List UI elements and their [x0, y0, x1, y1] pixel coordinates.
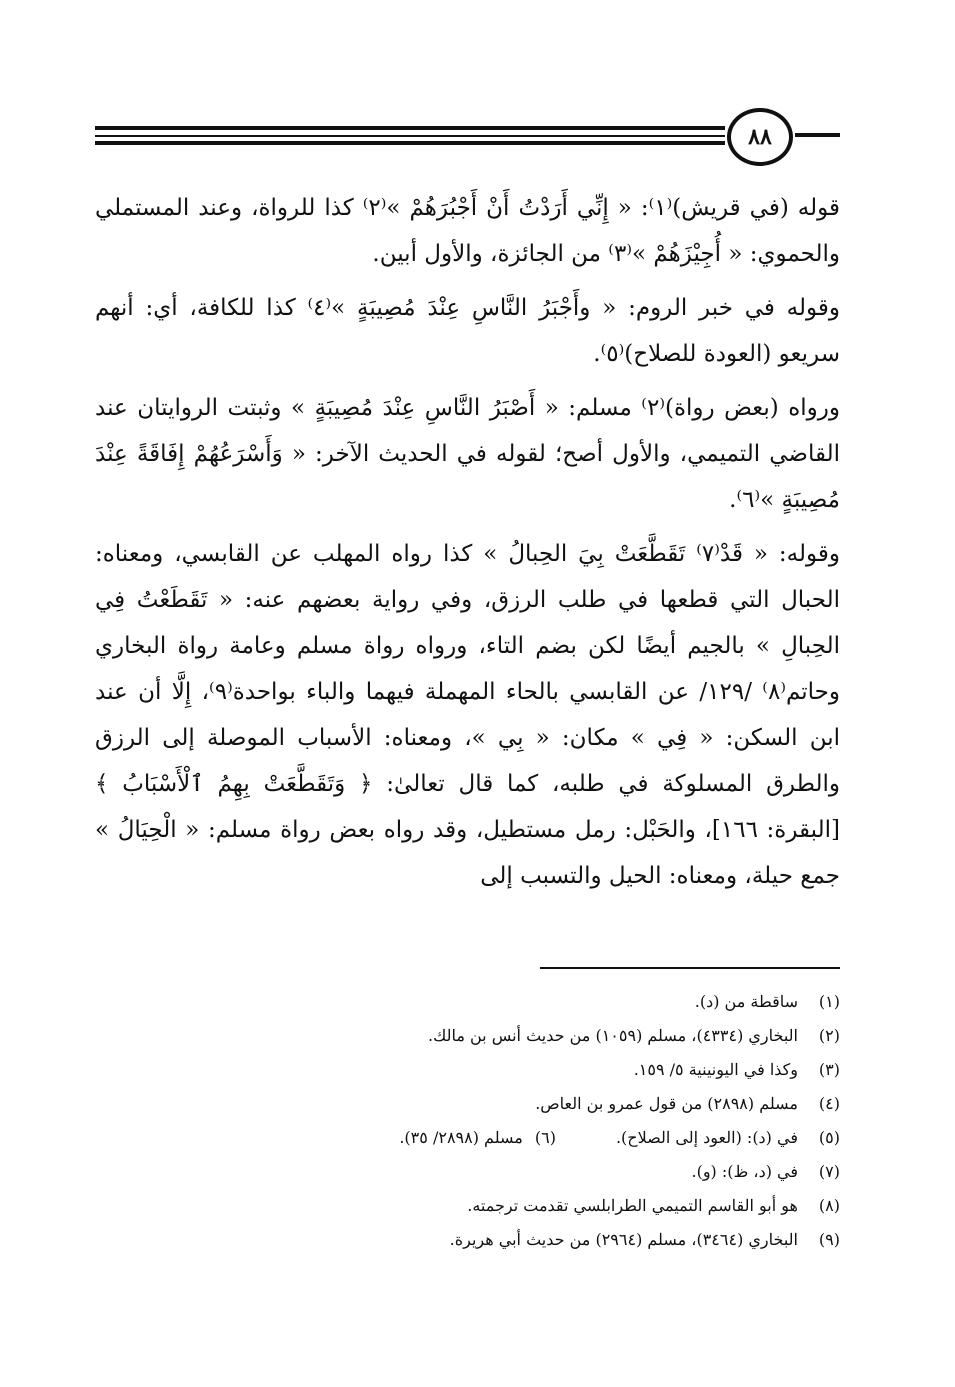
footnote — [95, 985, 840, 1019]
paragraph: قوله (في قريش)⁽١⁾: « إِنِّي أَرَدْتُ أَنْ أَجْبُرَهُمْ »⁽٢⁾ كذا للرواة، وعند المستملي والحموي: « أُجِيْزَهُمْ »⁽٣⁾ من الجائزة، والأول أبين. — [95, 195, 841, 267]
footnote-text: البخاري (٤٣٣٤)، مسلم (١٠٥٩) من حديث أنس بن مالك. — [428, 1026, 798, 1045]
footnote-number: (١) — [818, 992, 840, 1011]
paragraph: وقوله: « قَدْ⁽٧⁾ تَقَطَّعَتْ بِيَ الحِبالُ » كذا رواه المهلب عن القابسي، ومعناه: الحبال التي قطعها في طلب الرزق، وفي رواية بعضهم عنه: « تَقَطَعْتُ فِي الحِبالِ » بالجيم أيضًا لكن بضم التاء، ورواه رواة مسلم وعامة رواة البخاري وحاتم⁽٨⁾ /١٢٩/ عن القابسي بالحاء المهملة فيهما والباء بواحدة⁽٩⁾، إِلَّا أن عند ابن السكن: « فِي » مكان: « بِي »، ومعناه: الأسباب الموصلة إلى الرزق والطرق المسلوكة في طلبه، كما قال تعالىٰ: ﴿ وَتَقَطَّعَتْ بِهِمُ ٱلْأَسْبَابُ ﴾ [البقرة: ١٦٦]، والحَبْل: رمل مستطيل، وقد رواه بعض رواة مسلم: « الْحِيَالُ » جمع حيلة، ومعناه: الحيل والتسبب إلى — [95, 541, 841, 889]
paragraph: وقوله في خبر الروم: « وأَجْبَرُ النَّاسِ عِنْدَ مُصِيبَةٍ »⁽٤⁾ كذا للكافة، أي: أنهم سريعو (العودة للصلاح)⁽٥⁾. — [95, 295, 840, 367]
footnote-text: في (د، ظ): (و). — [691, 1162, 798, 1181]
footnote — [95, 1223, 840, 1257]
main-text — [95, 185, 840, 907]
footnote-number: (٣) — [818, 1060, 840, 1079]
footnote-number: (٧) — [818, 1162, 840, 1181]
header-rule — [95, 141, 725, 145]
footnote — [95, 1155, 840, 1189]
footnote — [95, 1189, 840, 1223]
footnote-text: البخاري (٣٤٦٤)، مسلم (٢٩٦٤) من حديث أبي هريرة. — [449, 1230, 798, 1249]
header-rule-tail — [795, 133, 840, 137]
footnote — [95, 1019, 840, 1053]
footnote-number: (٩) — [818, 1230, 840, 1249]
footnote — [95, 1087, 840, 1121]
header-rule — [95, 126, 725, 130]
footnote-text: هو أبو القاسم التميمي الطرابلسي تقدمت ترجمته. — [467, 1196, 798, 1215]
footnote-number: (٨) — [818, 1196, 840, 1215]
footnote-text: مسلم (٢٨٩٨) من قول عمرو بن العاص. — [535, 1094, 798, 1113]
footnote-number: (٥) — [818, 1128, 840, 1147]
footnote-text: مسلم (٢٨٩٨/ ٣٥). — [399, 1128, 523, 1147]
footnote-text: في (د): (العود إلى الصلاح). — [615, 1128, 798, 1147]
footnote-separator — [540, 967, 840, 969]
footnote-number: (٤) — [818, 1094, 840, 1113]
header-rule — [95, 135, 725, 137]
footnote-text: وكذا في اليونينية ٥/ ١٥٩. — [633, 1060, 798, 1079]
footnote-text: ساقطة من (د). — [694, 992, 798, 1011]
footnotes — [95, 985, 840, 1257]
page-number: ٨٨ — [727, 108, 793, 166]
paragraph: ورواه (بعض رواة)⁽٢⁾ مسلم: « أَصْبَرُ النَّاسِ عِنْدَ مُصِيبَةٍ » وثبتت الروايتان عند القاضي التميمي، والأول أصح؛ لقوله في الحديث الآخر: « وَأَسْرَعُهُمْ إِفَاقَةً عِنْدَ مُصِيبَةٍ »⁽٦⁾. — [95, 395, 840, 513]
footnote — [95, 1053, 840, 1087]
footnote — [95, 1121, 840, 1155]
footnote-number: (٦) — [534, 1128, 556, 1147]
footnote-number: (٢) — [818, 1026, 840, 1045]
page-header — [95, 108, 840, 188]
